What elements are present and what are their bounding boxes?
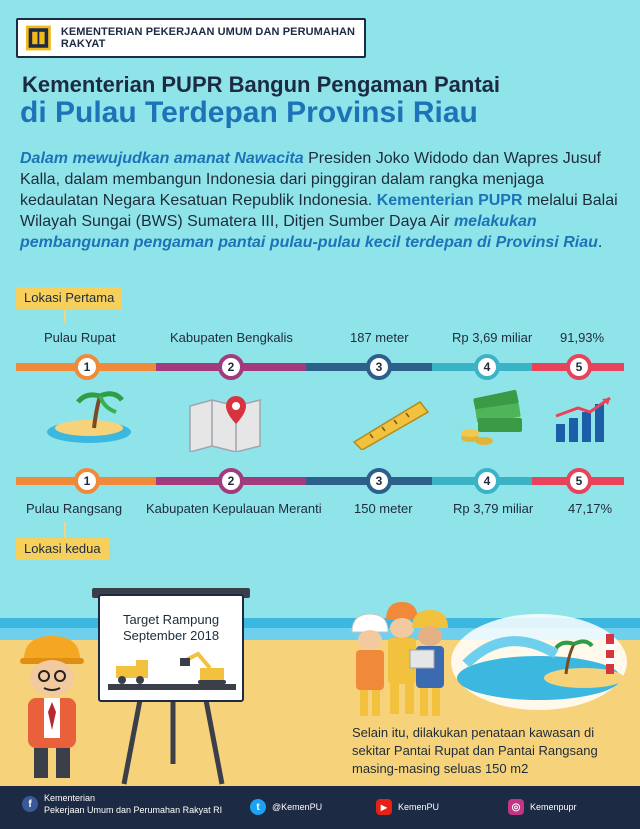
ruler-icon [350, 396, 432, 450]
location-1-arrow [64, 309, 66, 323]
ministry-badge [16, 18, 366, 58]
board-stand-icon [118, 700, 228, 786]
target-label: Target Rampung [122, 612, 220, 627]
pupr-logo-icon [26, 24, 51, 52]
loc1-island: Pulau Rupat [44, 330, 116, 345]
loc2-node-1: 1 [74, 468, 100, 494]
loc2-node-5: 5 [566, 468, 592, 494]
loc1-budget: Rp 3,69 miliar [452, 330, 533, 345]
workers-group-icon [350, 600, 450, 718]
page-title-line2: di Pulau Terdepan Provinsi Riau [20, 96, 478, 129]
location-1-tag: Lokasi Pertama [16, 287, 122, 309]
footer-facebook[interactable] [22, 792, 222, 816]
intro-highlight-pembangunan: melakukan pembangunan pengaman pantai pulau-pulau kecil terdepan di Provinsi Riau [20, 213, 598, 251]
facebook-label: Kementerian Pekerjaan Umum dan Perumahan Rakyat RI [44, 793, 223, 815]
intro-highlight-nawacita: Dalam mewujudkan amanat Nawacita [20, 150, 304, 167]
coastal-scene-icon [446, 604, 632, 714]
intro-paragraph [20, 148, 620, 253]
twitter-icon: t [250, 799, 266, 815]
footer [0, 786, 640, 829]
loc2-node-4: 4 [474, 468, 500, 494]
loc2-regency: Kabupaten Kepulauan Meranti [146, 501, 322, 516]
footer-twitter[interactable] [250, 799, 322, 815]
loc1-node-2: 2 [218, 354, 244, 380]
growth-chart-icon [552, 394, 616, 444]
ministry-name: KEMENTERIAN PEKERJAAN UMUM DAN PERUMAHAN RAKYAT [60, 26, 356, 50]
instagram-label: Kemenpupr [530, 802, 577, 812]
island-icon [44, 388, 134, 448]
loc2-length: 150 meter [354, 501, 413, 516]
intro-text-1: Presiden Joko Widodo dan Wapres Jusuf Kalla, dalam membangun Indonesia dari pinggiran dalam rangka menjaga kedaulatan Negara Kesatuan Republik Indonesia. [20, 150, 601, 209]
location-2-tag: Lokasi kedua [16, 538, 109, 560]
youtube-icon: ▶ [376, 799, 392, 815]
intro-text-2: melalui Balai Wilayah Sungai (BWS) Sumatera III, Ditjen Sumber Daya Air [20, 192, 618, 230]
loc1-node-3: 3 [366, 354, 392, 380]
twitter-label: @KemenPU [272, 802, 323, 812]
target-date: September 2018 [122, 628, 220, 643]
loc1-regency: Kabupaten Bengkalis [170, 330, 293, 345]
location-2-arrow [64, 522, 66, 538]
footer-youtube[interactable] [376, 799, 439, 815]
footer-instagram[interactable] [508, 799, 577, 815]
target-board-text [98, 612, 244, 644]
loc2-node-3: 3 [366, 468, 392, 494]
map-icon [186, 392, 266, 452]
instagram-icon: ◎ [508, 799, 524, 815]
loc1-progress: 91,93% [560, 330, 605, 345]
page-title-line1: Kementerian PUPR Bangun Pengaman Pantai [22, 72, 500, 97]
loc1-node-1: 1 [74, 354, 100, 380]
loc1-node-4: 4 [474, 354, 500, 380]
closing-text: Selain itu, dilakukan penataan kawasan di sekitar Pantai Rupat dan Pantai Rangsang masing-masing seluas 150 m2 [352, 725, 598, 776]
facebook-icon: f [22, 796, 38, 812]
loc2-island: Pulau Rangsang [26, 501, 123, 516]
loc2-node-2: 2 [218, 468, 244, 494]
intro-text-3: . [597, 234, 603, 251]
loc1-length: 187 meter [350, 330, 409, 345]
construction-vehicles-icon [106, 650, 238, 692]
loc1-node-5: 5 [566, 354, 592, 380]
youtube-label: KemenPU [398, 802, 440, 812]
loc2-progress: 47,17% [568, 501, 613, 516]
worker-left-icon [14, 632, 90, 782]
money-icon [458, 386, 528, 448]
loc2-budget: Rp 3,79 miliar [453, 501, 534, 516]
intro-highlight-pupr: Kementerian PUPR [376, 192, 523, 209]
